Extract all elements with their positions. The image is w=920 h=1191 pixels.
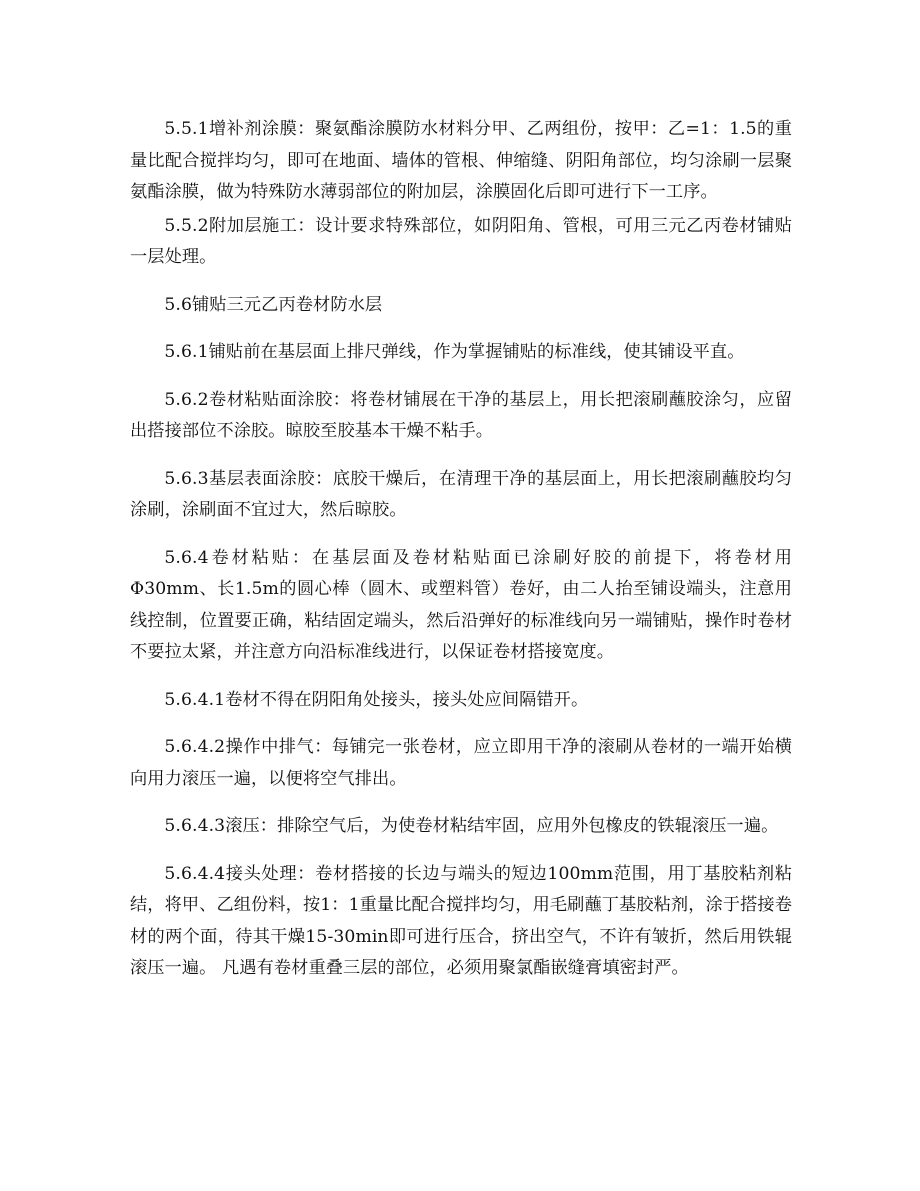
document-body [130, 114, 792, 1001]
paragraph-5-6-4: 5.6.4卷材粘贴：在基层面及卷材粘贴面已涂刷好胶的前提下，将卷材用Φ30mm、长1.5m的圆心棒（圆木、或塑料管）卷好，由二人抬至铺设端头，注意用线控制，位置要正确，粘结固定端头，然后沿弹好的标准线向另一端铺贴，操作时卷材不要拉太紧，并注意方向沿标准线进行，以保证卷材搭接宽度。 [130, 547, 792, 662]
paragraph-5-6-2: 5.6.2卷材粘贴面涂胶：将卷材铺展在干净的基层上，用长把滚刷蘸胶涂匀，应留出搭接部位不涂胶。晾胶至胶基本干燥不粘手。 [130, 389, 792, 441]
paragraph-5-6-3: 5.6.3基层表面涂胶：底胶干燥后，在清理干净的基层面上，用长把滚刷蘸胶均匀涂刷，涂刷面不宜过大，然后晾胶。 [130, 468, 792, 520]
paragraph-5-5-1: 5.5.1增补剂涂膜：聚氨酯涂膜防水材料分甲、乙两组份，按甲：乙=1：1.5的重量比配合搅拌均匀，即可在地面、墙体的管根、伸缩缝、阴阳角部位，均匀涂刷一层聚氨酯涂膜，做为特殊防水薄弱部位的附加层，涂膜固化后即可进行下一工序。 [130, 119, 792, 202]
paragraph-5-6-4-3: 5.6.4.3滚压：排除空气后，为使卷材粘结牢固，应用外包橡皮的铁辊滚压一遍。 [164, 816, 779, 836]
paragraph-5-6-4-1: 5.6.4.1卷材不得在阴阳角处接头，接头处应间隔错开。 [164, 689, 589, 710]
section-heading-5-6: 5.6铺贴三元乙丙卷材防水层 [164, 294, 383, 315]
paragraph-5-6-1: 5.6.1铺贴前在基层面上排尺弹线，作为掌握铺贴的标准线，使其铺设平直。 [164, 342, 745, 362]
paragraph-5-6-4-4: 5.6.4.4接头处理：卷材搭接的长边与端头的短边100mm范围，用丁基胶粘剂粘结，将甲、乙组份料，按1：1重量比配合搅拌均匀，用毛刷蘸丁基胶粘剂，涂于搭接卷材的两个面，待其干燥15-30min即可进行压合，挤出空气，不许有皱折，然后用铁辊滚压一遍。 凡遇有卷材重叠三层的部位，必须用聚氯酯嵌缝膏填密封严。 [130, 863, 792, 978]
paragraph-5-6-4-2: 5.6.4.2操作中排气：每铺完一张卷材，应立即用干净的滚刷从卷材的一端开始横向用力滚压一遍，以便将空气排出。 [130, 737, 792, 789]
paragraph-5-5-2: 5.5.2附加层施工：设计要求特殊部位，如阴阳角、管根，可用三元乙丙卷材铺贴一层处理。 [130, 215, 792, 267]
